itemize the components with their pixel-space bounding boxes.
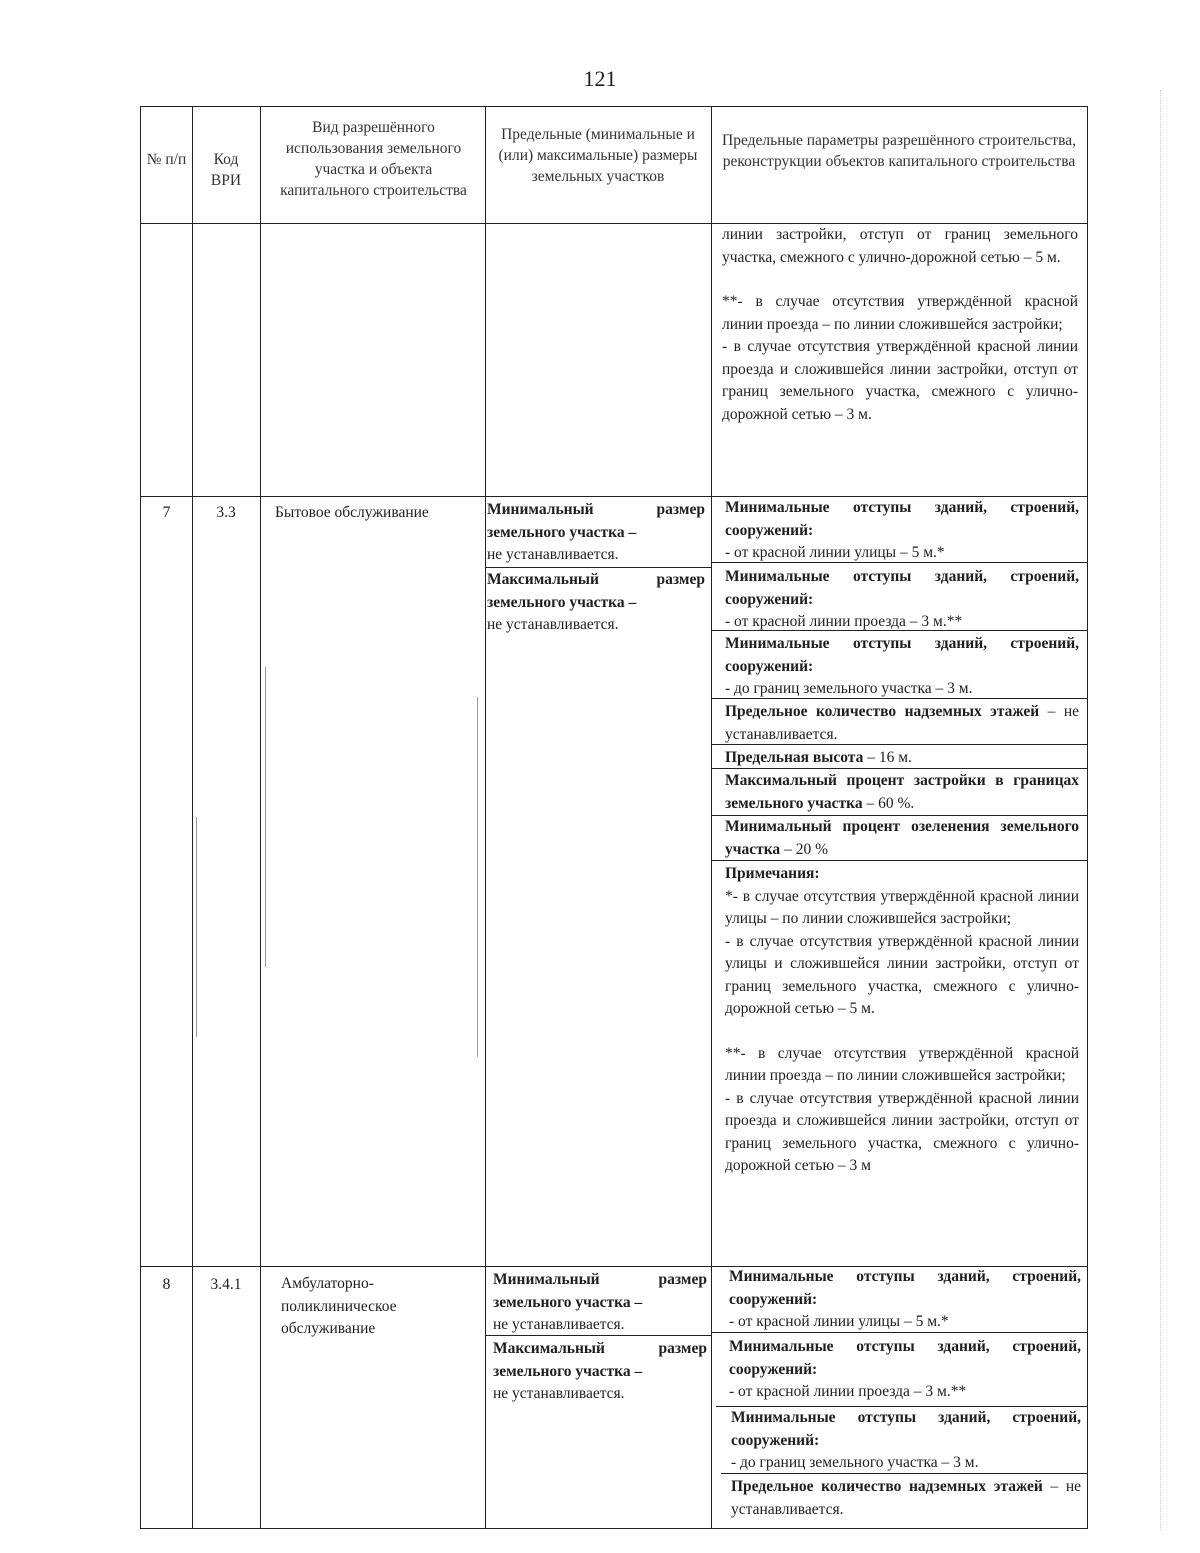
row-7-size-min xyxy=(487,499,705,567)
param-value: – 60 %. xyxy=(862,794,915,812)
row-8-param-3 xyxy=(731,1407,1081,1475)
row-7-param-divider xyxy=(711,768,1087,769)
header-code: Код ВРИ xyxy=(210,151,242,189)
size-max-value: не устанавливается. xyxy=(487,616,619,633)
size-min-label: Минимальный размер земельного участка – xyxy=(493,1271,707,1311)
param-label: Предельное количество надземных этажей xyxy=(725,703,1040,720)
param-label: Минимальные отступы зданий, строений, сооружений: xyxy=(731,1409,1081,1449)
param-value: – не устанавливается. xyxy=(731,1478,1081,1518)
row-7-param-divider xyxy=(711,562,1087,563)
param-value: - до границ земельного участка – 3 м. xyxy=(725,680,973,697)
zoning-table xyxy=(140,106,1088,1529)
param-value: - от красной линии проезда – 3 м.** xyxy=(729,1383,967,1400)
col-divider-3 xyxy=(485,107,486,1529)
row-8-param-divider xyxy=(721,1473,1087,1474)
param-label: Минимальные отступы зданий, строений, сооружений: xyxy=(725,568,1079,608)
row-8-size-min xyxy=(493,1269,707,1337)
row-7-param-1 xyxy=(725,497,1079,565)
row-7-param-5 xyxy=(725,747,1079,770)
param-label: Минимальные отступы зданий, строений, сооружений: xyxy=(729,1268,1081,1308)
row-8-type: Амбулаторно-поликлиническое обслуживание xyxy=(281,1275,397,1337)
row-7-size-max xyxy=(487,569,705,637)
col-divider-2 xyxy=(260,107,261,1529)
param-label: Предельная высота xyxy=(725,749,864,766)
row-8-param-divider xyxy=(711,1332,1087,1333)
col-divider-4 xyxy=(711,107,712,1529)
note-text: **- в случае отсутствия утверждённой красной линии проезда – по линии сложившейся застройки; xyxy=(725,1044,1079,1084)
param-value: - от красной линии проезда – 3 м.** xyxy=(725,613,963,630)
row-8-param-1 xyxy=(729,1266,1081,1334)
header-params: Предельные параметры разрешённого строительства, реконструкции объектов капитального строительства xyxy=(722,132,1076,170)
param-label: Предельное количество надземных этажей xyxy=(731,1478,1043,1495)
size-max-label: Максимальный размер земельного участка – xyxy=(493,1340,707,1380)
row-7-size-divider xyxy=(485,567,711,568)
row-8-param-4 xyxy=(731,1476,1081,1521)
continued-note: линии застройки, отступ от границ земельного участка, смежного с улично-дорожной сетью – 5 м. xyxy=(722,226,1078,266)
row-8-size-max xyxy=(493,1338,707,1406)
row-7-param-divider xyxy=(711,630,1087,631)
row-7-param-3 xyxy=(725,633,1079,701)
note-text: *- в случае отсутствия утверждённой красной линии улицы – по линии сложившейся застройки; xyxy=(725,887,1079,927)
param-value: - от красной линии улицы – 5 м.* xyxy=(729,1313,949,1330)
param-value: - до границ земельного участка – 3 м. xyxy=(731,1454,979,1471)
scan-artifact-line xyxy=(477,697,478,1057)
row-7-param-2 xyxy=(725,566,1079,634)
size-min-value: не устанавливается. xyxy=(493,1316,625,1333)
row-8-code: 3.4.1 xyxy=(210,1276,242,1293)
row-7-type: Бытовое обслуживание xyxy=(275,504,429,521)
row-8-param-2 xyxy=(729,1336,1081,1404)
param-label: Минимальные отступы зданий, строений, сооружений: xyxy=(725,499,1079,539)
size-min-label: Минимальный размер земельного участка – xyxy=(487,501,705,541)
header-type: Вид разрешённого использования земельного участка и объекта капитального строительства xyxy=(280,119,467,199)
param-value: – 16 м. xyxy=(863,749,912,766)
row-7-notes xyxy=(725,863,1079,1178)
param-label: Максимальный процент застройки в границах земельного участка xyxy=(725,772,1079,812)
row-7-param-divider xyxy=(711,860,1087,861)
row-7-param-7 xyxy=(725,816,1079,861)
row-7-param-6 xyxy=(725,770,1079,815)
note-text: - в случае отсутствия утверждённой красной линии проезда и сложившейся линии застройки, отступ от границ земельного участка, смежного с улично-дорожной сетью – 3 м xyxy=(725,1089,1079,1174)
row-7-param-divider xyxy=(711,744,1087,745)
param-label: Минимальные отступы зданий, строений, сооружений: xyxy=(725,635,1079,675)
col-divider-1 xyxy=(192,107,193,1529)
size-max-value: не устанавливается. xyxy=(493,1385,625,1402)
notes-title: Примечания: xyxy=(725,865,820,882)
param-value: – не устанавливается. xyxy=(725,703,1079,743)
continued-note: **- в случае отсутствия утверждённой красной линии проезда – по линии сложившейся застройки; xyxy=(722,293,1078,333)
row-8-num: 8 xyxy=(162,1276,171,1293)
row-7-param-4 xyxy=(725,701,1079,746)
row-7-code: 3.3 xyxy=(216,504,236,521)
param-value: - от красной линии улицы – 5 м.* xyxy=(725,544,945,561)
param-value: – 20 % xyxy=(780,840,828,858)
param-label: Минимальный процент озеленения земельного участка xyxy=(725,818,1079,858)
row-7-num: 7 xyxy=(162,504,171,521)
scan-artifact-line xyxy=(265,667,266,967)
row-7-param-divider xyxy=(711,698,1087,699)
page-number: 121 xyxy=(583,66,617,91)
row-8-size-divider xyxy=(485,1335,711,1336)
note-text: - в случае отсутствия утверждённой красной линии улицы и сложившейся линии застройки, отступ от границ земельного участка, смежного с улично-дорожной сетью – 5 м. xyxy=(725,932,1079,1017)
header-num: № п/п xyxy=(146,151,187,168)
size-min-value: не устанавливается. xyxy=(487,546,619,563)
continued-notes xyxy=(722,224,1078,426)
continued-note: - в случае отсутствия утверждённой красной линии проезда и сложившейся линии застройки, отступ от границ земельного участка, смежного с улично-дорожной сетью – 3 м. xyxy=(722,338,1078,423)
scan-artifact-line xyxy=(196,817,197,1037)
header-sizes: Предельные (минимальные и (или) максимальные) размеры земельных участков xyxy=(498,126,698,185)
size-max-label: Максимальный размер земельного участка – xyxy=(487,571,705,611)
param-label: Минимальные отступы зданий, строений, сооружений: xyxy=(729,1338,1081,1378)
scan-edge-mark xyxy=(1160,90,1161,1530)
